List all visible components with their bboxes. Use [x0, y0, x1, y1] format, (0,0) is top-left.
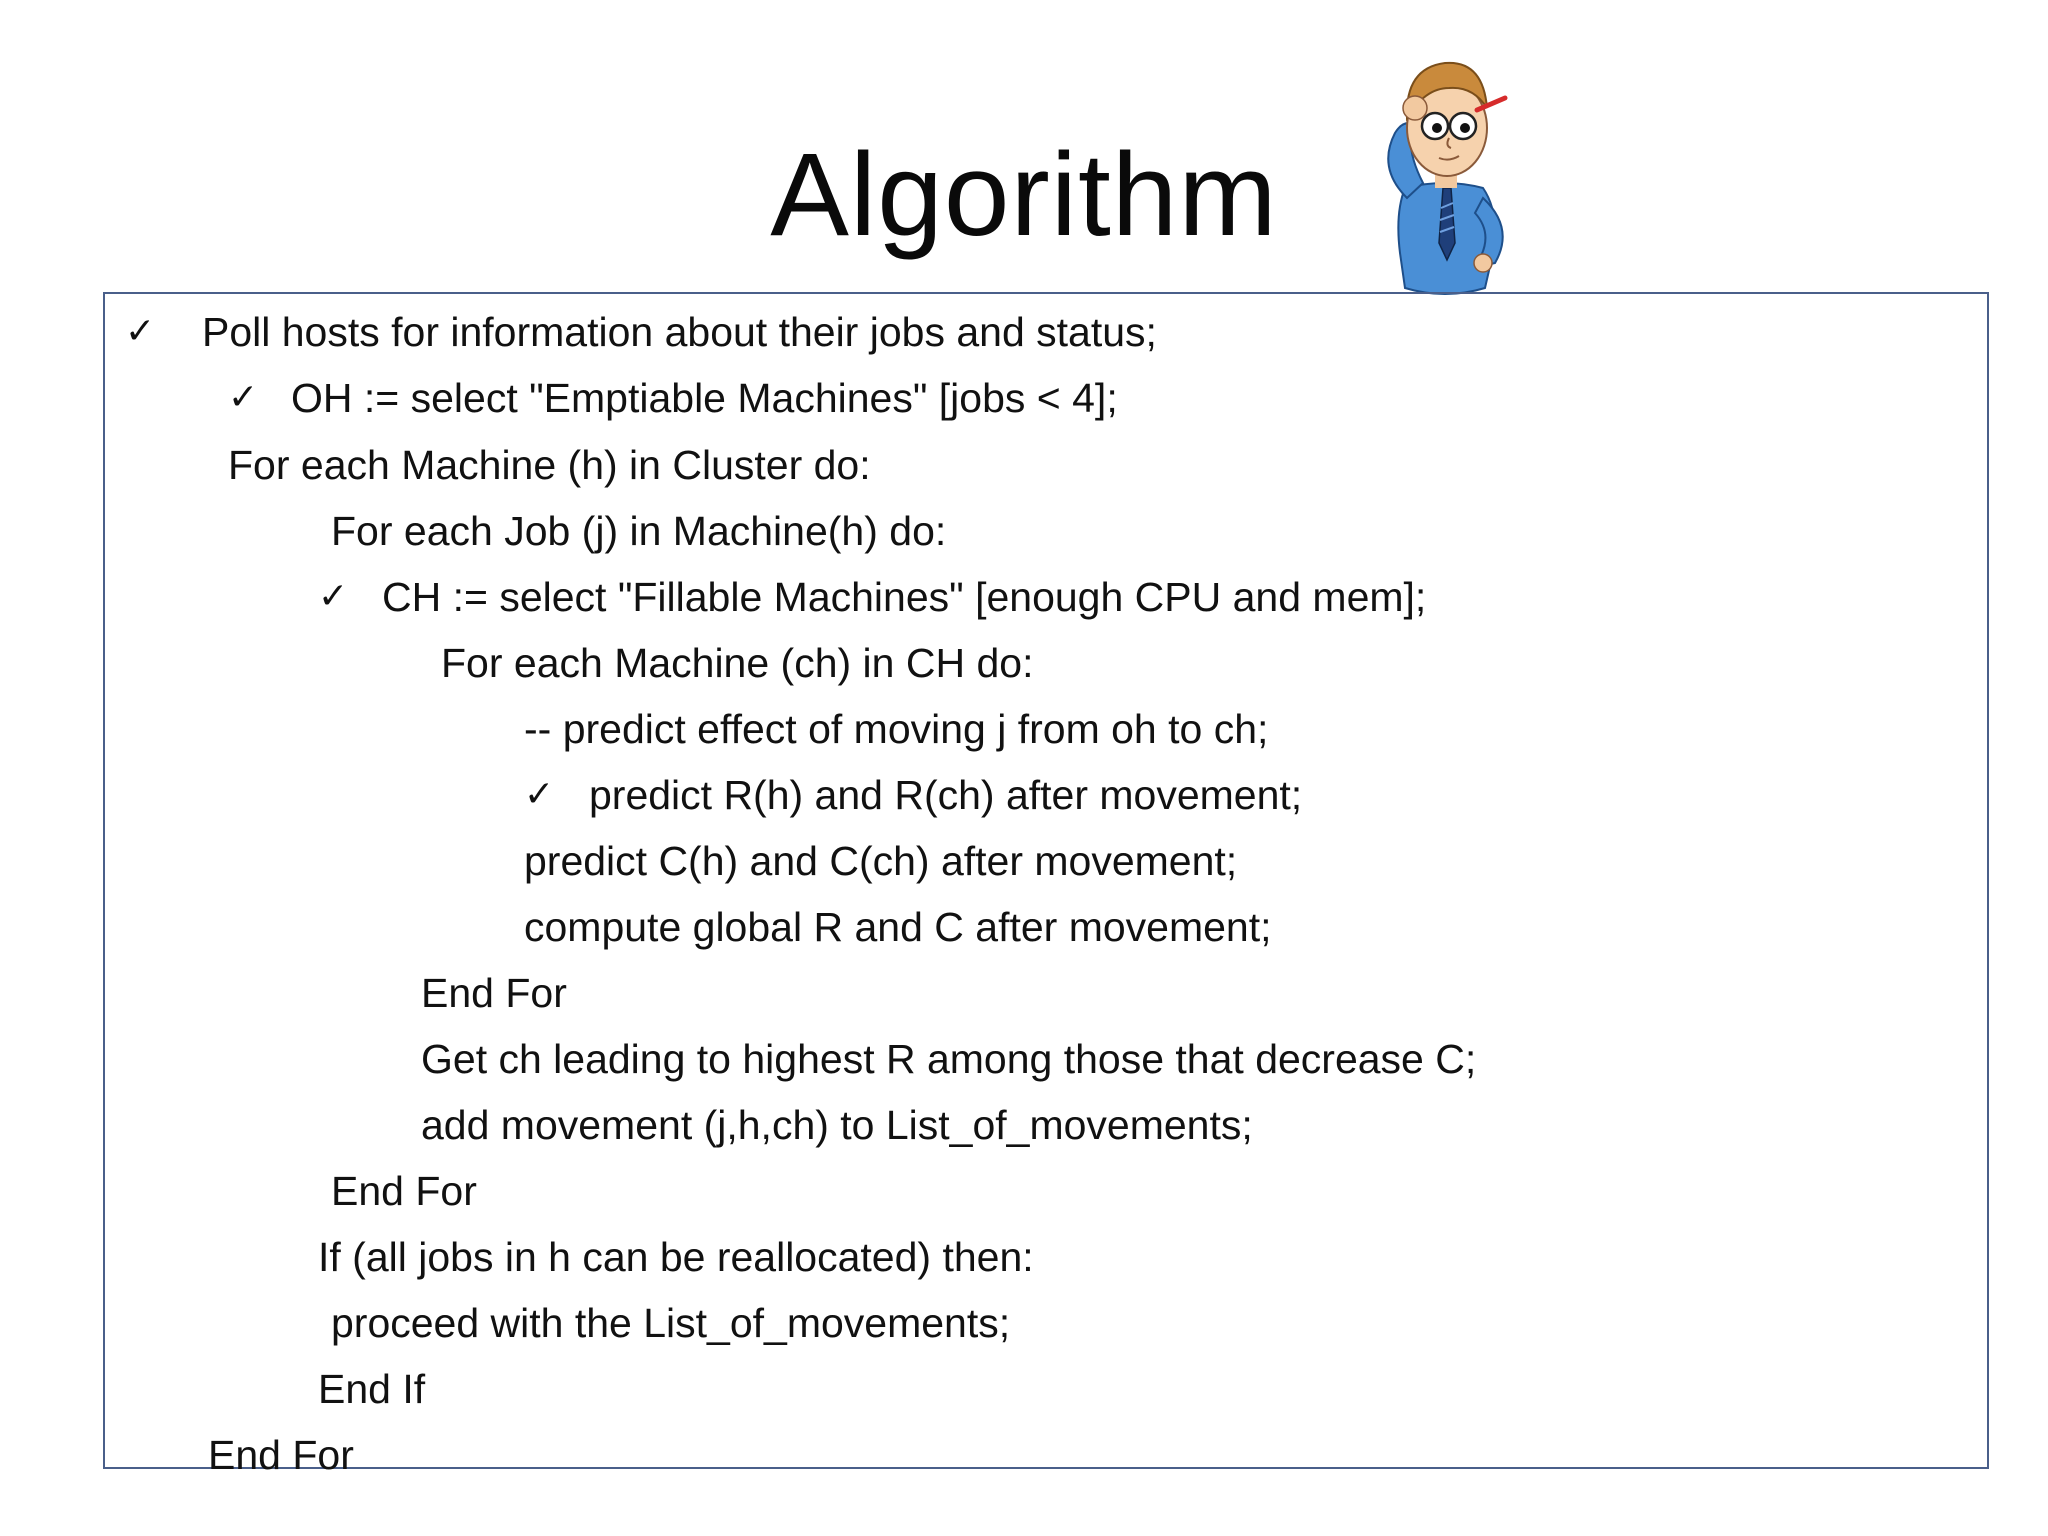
algorithm-line: OH := select "Emptiable Machines" [jobs < 4]; — [291, 375, 1118, 421]
algorithm-line: Poll hosts for information about their jobs and status; — [202, 309, 1157, 355]
algorithm-line: For each Machine (ch) in CH do: — [441, 640, 1034, 686]
algorithm-line: CH := select "Fillable Machines" [enough CPU and mem]; — [382, 574, 1427, 620]
check-mark-icon: ✓ — [125, 311, 156, 352]
slide-title: Algorithm — [770, 129, 1278, 261]
algorithm-line: -- predict effect of moving j from oh to ch; — [524, 706, 1269, 752]
algorithm-line: If (all jobs in h can be reallocated) then: — [318, 1234, 1034, 1280]
algorithm-line: proceed with the List_of_movements; — [331, 1300, 1011, 1346]
check-mark-icon: ✓ — [228, 377, 259, 418]
algorithm-line: End For — [208, 1432, 354, 1478]
check-mark-icon: ✓ — [524, 774, 555, 815]
algorithm-line: End If — [318, 1366, 426, 1412]
algorithm-line: predict C(h) and C(ch) after movement; — [524, 838, 1238, 884]
algorithm-line: predict R(h) and R(ch) after movement; — [589, 772, 1303, 818]
algorithm-line: For each Job (j) in Machine(h) do: — [331, 508, 947, 554]
algorithm-line: For each Machine (h) in Cluster do: — [228, 442, 871, 488]
thinking-man-cartoon — [1365, 38, 1525, 298]
algorithm-line: Get ch leading to highest R among those that decrease C; — [421, 1036, 1477, 1082]
algorithm-line: add movement (j,h,ch) to List_of_movements; — [421, 1102, 1253, 1148]
algorithm-line: compute global R and C after movement; — [524, 904, 1272, 950]
algorithm-line: End For — [421, 970, 567, 1016]
algorithm-line: End For — [331, 1168, 477, 1214]
check-mark-icon: ✓ — [318, 576, 349, 617]
